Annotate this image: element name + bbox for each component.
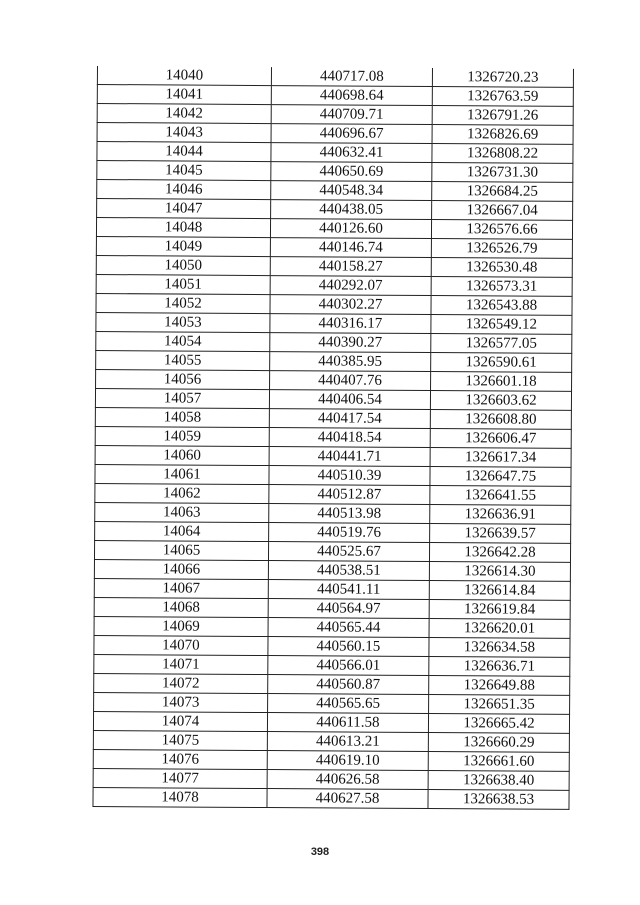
point-id-cell: 14047 — [97, 199, 271, 219]
y-coordinate-cell: 1326573.31 — [431, 277, 572, 297]
point-id-cell: 14074 — [93, 711, 267, 731]
point-id-cell: 14060 — [95, 445, 269, 465]
point-id-cell: 14056 — [96, 369, 270, 389]
table-row — [94, 616, 570, 638]
x-coordinate-cell: 440548.34 — [271, 181, 432, 201]
point-id-cell: 14073 — [94, 692, 268, 712]
table-row — [97, 85, 573, 107]
x-coordinate-cell: 440525.67 — [268, 542, 429, 562]
table-row — [93, 730, 569, 752]
coordinates-table-body — [93, 66, 574, 809]
table-row — [94, 559, 570, 581]
point-id-cell: 14075 — [93, 730, 267, 750]
y-coordinate-cell: 1326763.59 — [432, 87, 573, 107]
x-coordinate-cell: 440619.10 — [267, 751, 428, 771]
table-row — [94, 540, 570, 562]
y-coordinate-cell: 1326684.25 — [432, 182, 573, 202]
table-row — [97, 199, 573, 221]
y-coordinate-cell: 1326606.47 — [430, 429, 571, 449]
y-coordinate-cell: 1326720.23 — [432, 68, 573, 87]
table-row — [96, 236, 572, 258]
point-id-cell: 14049 — [96, 236, 270, 256]
table-row — [94, 654, 570, 676]
point-id-cell: 14077 — [93, 768, 267, 788]
y-coordinate-cell: 1326651.35 — [429, 695, 570, 715]
y-coordinate-cell: 1326638.40 — [428, 771, 569, 791]
point-id-cell: 14070 — [94, 635, 268, 655]
y-coordinate-cell: 1326603.62 — [430, 391, 571, 411]
x-coordinate-cell: 440146.74 — [270, 238, 431, 258]
x-coordinate-cell: 440292.07 — [270, 276, 431, 296]
point-id-cell: 14071 — [94, 654, 268, 674]
y-coordinate-cell: 1326791.26 — [432, 106, 573, 126]
coordinates-table — [92, 66, 574, 810]
point-id-cell: 14078 — [93, 787, 267, 807]
x-coordinate-cell: 440126.60 — [270, 219, 431, 239]
x-coordinate-cell: 440441.71 — [269, 447, 430, 467]
point-id-cell: 14040 — [97, 66, 271, 86]
x-coordinate-cell: 440513.98 — [269, 504, 430, 524]
table-row — [93, 749, 569, 771]
point-id-cell: 14058 — [95, 407, 269, 427]
x-coordinate-cell: 440512.87 — [269, 485, 430, 505]
point-id-cell: 14045 — [97, 161, 271, 181]
x-coordinate-cell: 440717.08 — [271, 67, 432, 86]
x-coordinate-cell: 440611.58 — [267, 713, 428, 733]
point-id-cell: 14041 — [97, 85, 271, 105]
y-coordinate-cell: 1326530.48 — [431, 258, 572, 278]
table-row — [97, 161, 573, 183]
y-coordinate-cell: 1326526.79 — [431, 239, 572, 259]
y-coordinate-cell: 1326608.80 — [430, 410, 571, 430]
y-coordinate-cell: 1326590.61 — [431, 353, 572, 373]
table-row — [95, 483, 571, 505]
table-row — [97, 180, 573, 202]
table-row — [97, 123, 573, 145]
y-coordinate-cell: 1326576.66 — [431, 220, 572, 240]
x-coordinate-cell: 440438.05 — [271, 200, 432, 220]
table-row — [95, 521, 571, 543]
point-id-cell: 14051 — [96, 274, 270, 294]
x-coordinate-cell: 440316.17 — [270, 314, 431, 334]
y-coordinate-cell: 1326649.88 — [429, 676, 570, 696]
x-coordinate-cell: 440519.76 — [269, 523, 430, 543]
y-coordinate-cell: 1326638.53 — [428, 790, 569, 810]
table-row — [93, 711, 569, 733]
x-coordinate-cell: 440541.11 — [268, 580, 429, 600]
x-coordinate-cell: 440565.44 — [268, 618, 429, 638]
point-id-cell: 14048 — [96, 218, 270, 238]
y-coordinate-cell: 1326731.30 — [432, 163, 573, 183]
x-coordinate-cell: 440418.54 — [269, 428, 430, 448]
x-coordinate-cell: 440627.58 — [267, 789, 428, 809]
y-coordinate-cell: 1326642.28 — [429, 543, 570, 563]
table-row — [95, 388, 571, 410]
point-id-cell: 14063 — [95, 502, 269, 522]
point-id-cell: 14064 — [95, 521, 269, 541]
table-row — [96, 274, 572, 296]
x-coordinate-cell: 440626.58 — [267, 770, 428, 790]
y-coordinate-cell: 1326614.84 — [429, 581, 570, 601]
table-row — [96, 218, 572, 240]
y-coordinate-cell: 1326665.42 — [428, 714, 569, 734]
table-row — [97, 104, 573, 126]
x-coordinate-cell: 440538.51 — [268, 561, 429, 581]
point-id-cell: 14044 — [97, 142, 271, 162]
point-id-cell: 14072 — [94, 673, 268, 693]
table-row — [96, 369, 572, 391]
point-id-cell: 14065 — [94, 540, 268, 560]
x-coordinate-cell: 440390.27 — [270, 333, 431, 353]
y-coordinate-cell: 1326667.04 — [432, 201, 573, 221]
point-id-cell: 14050 — [96, 255, 270, 275]
y-coordinate-cell: 1326634.58 — [429, 638, 570, 658]
y-coordinate-cell: 1326619.84 — [429, 600, 570, 620]
y-coordinate-cell: 1326617.34 — [430, 448, 571, 468]
table-row — [95, 445, 571, 467]
table-row — [95, 407, 571, 429]
y-coordinate-cell: 1326660.29 — [428, 733, 569, 753]
table-row — [97, 142, 573, 164]
point-id-cell: 14062 — [95, 483, 269, 503]
y-coordinate-cell: 1326639.57 — [430, 524, 571, 544]
table-row — [94, 673, 570, 695]
x-coordinate-cell: 440650.69 — [271, 162, 432, 182]
point-id-cell: 14059 — [95, 426, 269, 446]
point-id-cell: 14057 — [95, 388, 269, 408]
x-coordinate-cell: 440564.97 — [268, 599, 429, 619]
y-coordinate-cell: 1326661.60 — [428, 752, 569, 772]
point-id-cell: 14054 — [96, 331, 270, 351]
table-row — [95, 426, 571, 448]
table-row — [94, 692, 570, 714]
table-row — [96, 293, 572, 315]
table-row — [95, 464, 571, 486]
x-coordinate-cell: 440407.76 — [270, 371, 431, 391]
y-coordinate-cell: 1326620.01 — [429, 619, 570, 639]
table-row — [96, 255, 572, 277]
table-row — [97, 66, 573, 87]
y-coordinate-cell: 1326641.55 — [430, 486, 571, 506]
table-row — [94, 635, 570, 657]
point-id-cell: 14066 — [94, 559, 268, 579]
table-row — [93, 768, 569, 790]
point-id-cell: 14076 — [93, 749, 267, 769]
x-coordinate-cell: 440302.27 — [270, 295, 431, 315]
y-coordinate-cell: 1326601.18 — [431, 372, 572, 392]
x-coordinate-cell: 440510.39 — [269, 466, 430, 486]
point-id-cell: 14042 — [97, 104, 271, 124]
x-coordinate-cell: 440709.71 — [271, 105, 432, 125]
y-coordinate-cell: 1326614.30 — [429, 562, 570, 582]
x-coordinate-cell: 440406.54 — [269, 390, 430, 410]
point-id-cell: 14043 — [97, 123, 271, 143]
x-coordinate-cell: 440698.64 — [271, 86, 432, 106]
x-coordinate-cell: 440560.15 — [268, 637, 429, 657]
point-id-cell: 14055 — [96, 350, 270, 370]
table-row — [93, 787, 569, 809]
x-coordinate-cell: 440565.65 — [268, 694, 429, 714]
x-coordinate-cell: 440560.87 — [268, 675, 429, 695]
x-coordinate-cell: 440385.95 — [270, 352, 431, 372]
point-id-cell: 14046 — [97, 180, 271, 200]
point-id-cell: 14067 — [94, 578, 268, 598]
table-row — [95, 502, 571, 524]
y-coordinate-cell: 1326808.22 — [432, 144, 573, 164]
table-row — [96, 312, 572, 334]
table-row — [94, 578, 570, 600]
y-coordinate-cell: 1326647.75 — [430, 467, 571, 487]
x-coordinate-cell: 440566.01 — [268, 656, 429, 676]
page-number: 398 — [310, 846, 330, 858]
x-coordinate-cell: 440613.21 — [267, 732, 428, 752]
point-id-cell: 14069 — [94, 616, 268, 636]
x-coordinate-cell: 440696.67 — [271, 124, 432, 144]
y-coordinate-cell: 1326543.88 — [431, 296, 572, 316]
x-coordinate-cell: 440158.27 — [270, 257, 431, 277]
table-row — [96, 331, 572, 353]
point-id-cell: 14061 — [95, 464, 269, 484]
point-id-cell: 14068 — [94, 597, 268, 617]
x-coordinate-cell: 440632.41 — [271, 143, 432, 163]
point-id-cell: 14053 — [96, 312, 270, 332]
y-coordinate-cell: 1326636.71 — [429, 657, 570, 677]
y-coordinate-cell: 1326636.91 — [430, 505, 571, 525]
table-row — [94, 597, 570, 619]
y-coordinate-cell: 1326577.05 — [431, 334, 572, 354]
y-coordinate-cell: 1326549.12 — [431, 315, 572, 335]
table-row — [96, 350, 572, 372]
x-coordinate-cell: 440417.54 — [269, 409, 430, 429]
y-coordinate-cell: 1326826.69 — [432, 125, 573, 145]
point-id-cell: 14052 — [96, 293, 270, 313]
